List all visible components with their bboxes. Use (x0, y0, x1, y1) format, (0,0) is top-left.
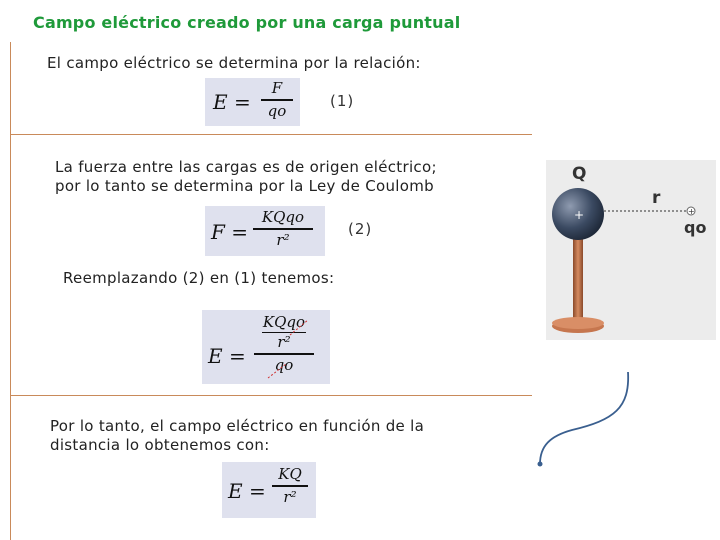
equation-fraction (261, 80, 293, 120)
equation-2 (205, 206, 325, 256)
stand-rod (573, 232, 583, 324)
replace-text: Reemplazando (2) en (1) tenemos: (63, 269, 335, 287)
section3-line2: distancia lo obtenemos con: (50, 436, 270, 454)
fraction-denominator: r² (276, 230, 290, 249)
fraction-denominator: r² (283, 487, 297, 506)
equation-fraction (272, 466, 308, 506)
equation-lhs: E = (208, 344, 246, 368)
cancel-marks (202, 310, 330, 384)
fraction-denominator: qo (274, 355, 294, 374)
fraction-numerator: KQqo (262, 313, 306, 331)
equation-number: (1) (330, 92, 355, 110)
equation-number: (2) (348, 220, 373, 238)
section2-line2: por lo tanto se determina por la Ley de Coulomb (55, 177, 434, 195)
page-title: Campo eléctrico creado por una carga puntual (33, 13, 461, 32)
section1-text: El campo eléctrico se determina por la relación: (47, 54, 421, 72)
section2-line1: La fuerza entre las cargas es de origen eléctrico; (55, 158, 437, 176)
equation-final (222, 462, 316, 518)
fraction-numerator: KQ (278, 465, 302, 483)
charge-figure (546, 160, 716, 340)
svg-text:+: + (688, 207, 695, 216)
section3-line1: Por lo tanto, el campo eléctrico en función de la (50, 417, 425, 435)
distance-label: r (652, 188, 661, 208)
fraction-numerator-denominator: r² (277, 333, 291, 351)
equation-1 (205, 78, 300, 126)
equation-fraction (253, 209, 313, 249)
test-charge-label: qo (684, 218, 707, 237)
fraction-numerator: F (271, 79, 283, 97)
fraction-numerator: KQqo (261, 208, 305, 226)
section-divider (10, 395, 532, 396)
equation-3 (202, 310, 330, 384)
svg-text:+: + (574, 208, 585, 222)
section-divider (10, 134, 532, 135)
decorative-curve (532, 368, 642, 473)
equation-lhs: F = (211, 220, 248, 244)
equation-lhs: E = (228, 479, 266, 503)
equation-lhs: E = (213, 90, 251, 114)
charge-label: Q (572, 164, 587, 184)
fraction-denominator: qo (267, 101, 287, 120)
